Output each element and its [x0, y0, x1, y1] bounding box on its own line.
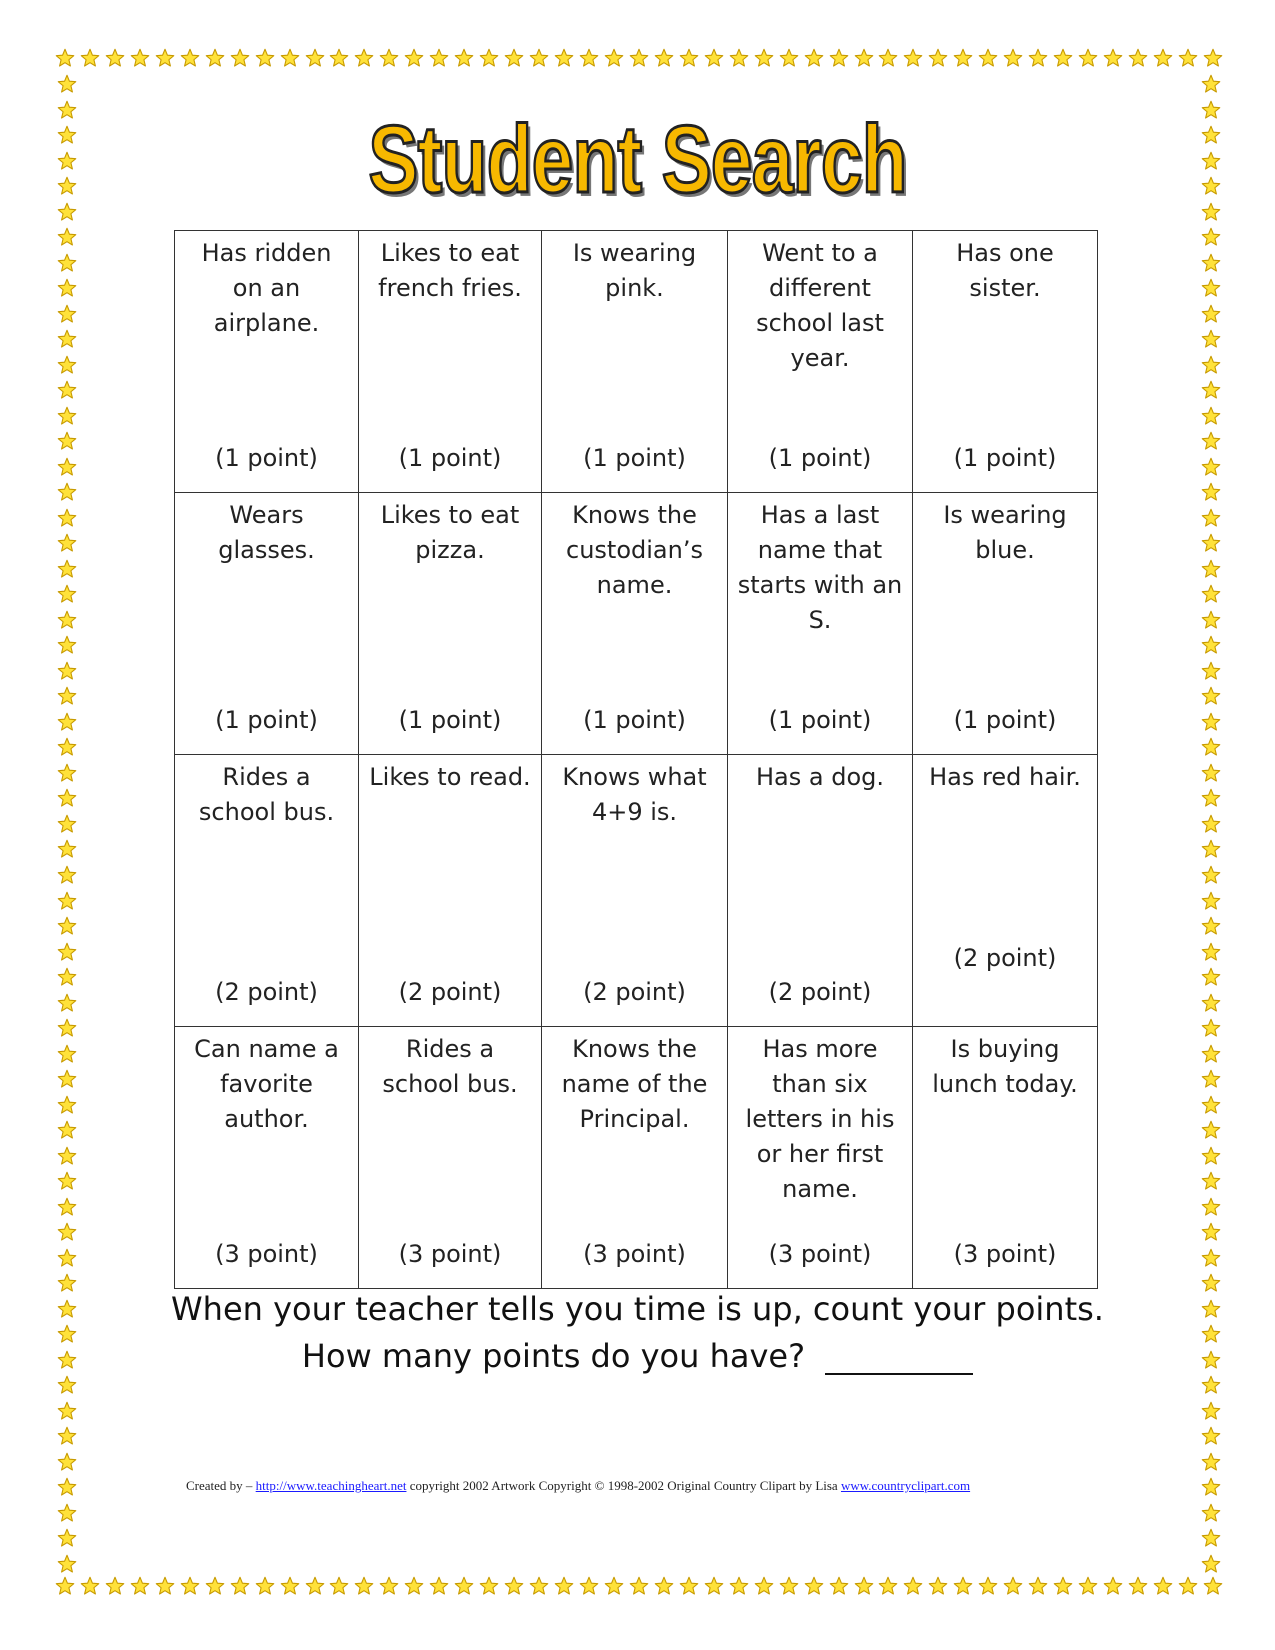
star-icon — [1128, 48, 1148, 74]
page-title: Student Search — [368, 106, 907, 213]
star-icon — [604, 48, 624, 74]
grid-cell[interactable] — [175, 231, 359, 493]
star-icon — [1203, 48, 1223, 74]
star-icon — [1196, 584, 1226, 604]
star-icon — [729, 48, 749, 74]
star-icon — [1196, 763, 1226, 783]
star-icon — [679, 1576, 699, 1602]
star-icon — [255, 1576, 275, 1602]
star-icon — [654, 48, 674, 74]
star-icon — [130, 1576, 150, 1602]
grid-cell[interactable] — [728, 231, 913, 493]
star-icon — [404, 48, 424, 74]
star-icon — [953, 1576, 973, 1602]
grid-row — [175, 493, 1098, 755]
star-icon — [854, 1576, 874, 1602]
cell-points: (3 point) — [583, 1240, 686, 1268]
footer-credit — [186, 1478, 970, 1494]
star-icon — [878, 1576, 898, 1602]
star-icon — [52, 839, 82, 859]
star-icon — [1196, 533, 1226, 553]
star-icon — [52, 304, 82, 324]
star-icon — [280, 48, 300, 74]
cell-points: (1 point) — [953, 706, 1057, 734]
grid-cell[interactable] — [913, 755, 1098, 1027]
star-icon — [604, 1576, 624, 1602]
grid-cell[interactable] — [728, 493, 913, 755]
cell-points: (3 point) — [215, 1240, 318, 1268]
star-border-top — [55, 48, 1223, 74]
star-icon — [1196, 1452, 1226, 1472]
star-icon — [1078, 1576, 1098, 1602]
star-icon — [52, 967, 82, 987]
star-icon — [1196, 74, 1226, 94]
star-icon — [1196, 1375, 1226, 1395]
star-icon — [1196, 176, 1226, 196]
cell-points: (1 point) — [953, 444, 1057, 472]
star-icon — [52, 533, 82, 553]
star-icon — [52, 1146, 82, 1166]
star-icon — [1196, 635, 1226, 655]
footer-prefix: Created by – — [186, 1478, 256, 1493]
star-icon — [1153, 1576, 1173, 1602]
star-icon — [52, 610, 82, 630]
star-icon — [704, 1576, 724, 1602]
star-icon — [130, 48, 150, 74]
star-icon — [52, 1044, 82, 1064]
star-icon — [1196, 508, 1226, 528]
star-icon — [1196, 1197, 1226, 1217]
star-icon — [230, 48, 250, 74]
star-icon — [1196, 1426, 1226, 1446]
star-icon — [1103, 1576, 1123, 1602]
star-icon — [52, 329, 82, 349]
cell-prompt: Is wearing pink. — [572, 239, 697, 302]
cell-points: (1 point) — [768, 444, 872, 472]
star-icon — [1196, 1120, 1226, 1140]
star-icon — [1196, 967, 1226, 987]
star-icon — [1196, 457, 1226, 477]
star-icon — [504, 48, 524, 74]
star-icon — [1196, 942, 1226, 962]
cell-points: (1 point) — [398, 706, 502, 734]
star-icon — [429, 1576, 449, 1602]
star-icon — [1196, 865, 1226, 885]
cell-prompt: Has more than six letters in his or her first name. — [745, 1035, 895, 1203]
cell-points: (1 point) — [583, 706, 686, 734]
star-icon — [779, 1576, 799, 1602]
star-icon — [52, 1426, 82, 1446]
star-icon — [379, 1576, 399, 1602]
star-icon — [52, 737, 82, 757]
cell-prompt: Rides a school bus. — [382, 1035, 518, 1098]
star-icon — [80, 1576, 100, 1602]
star-icon — [1196, 1018, 1226, 1038]
cell-prompt: Went to a different school last year. — [756, 239, 884, 372]
star-icon — [52, 865, 82, 885]
star-icon — [255, 48, 275, 74]
star-icon — [80, 48, 100, 74]
star-icon — [928, 1576, 948, 1602]
star-icon — [180, 1576, 200, 1602]
star-icon — [1196, 814, 1226, 834]
grid-row — [175, 231, 1098, 493]
star-icon — [1028, 1576, 1048, 1602]
star-icon — [379, 48, 399, 74]
star-icon — [354, 48, 374, 74]
star-icon — [305, 48, 325, 74]
star-icon — [754, 48, 774, 74]
star-icon — [52, 227, 82, 247]
star-icon — [52, 202, 82, 222]
star-icon — [52, 635, 82, 655]
star-icon — [52, 916, 82, 936]
star-icon — [52, 1197, 82, 1217]
grid-cell[interactable] — [175, 1027, 359, 1289]
star-icon — [1196, 686, 1226, 706]
star-icon — [779, 48, 799, 74]
star-icon — [479, 1576, 499, 1602]
star-icon — [454, 48, 474, 74]
star-icon — [704, 48, 724, 74]
star-icon — [280, 1576, 300, 1602]
star-icon — [1196, 431, 1226, 451]
cell-prompt: Has red hair. — [929, 763, 1081, 791]
star-icon — [52, 814, 82, 834]
star-icon — [52, 355, 82, 375]
cell-prompt: Is wearing blue. — [943, 501, 1067, 564]
star-icon — [52, 1477, 82, 1497]
star-icon — [1003, 1576, 1023, 1602]
grid-cell[interactable] — [359, 1027, 542, 1289]
star-icon — [52, 584, 82, 604]
grid-cell[interactable] — [359, 755, 542, 1027]
star-icon — [1196, 1044, 1226, 1064]
star-icon — [52, 508, 82, 528]
star-icon — [52, 1171, 82, 1191]
cell-prompt: Has a dog. — [755, 763, 884, 791]
answer-blank[interactable] — [825, 1343, 973, 1375]
star-icon — [52, 176, 82, 196]
star-icon — [479, 48, 499, 74]
cell-points: (3 point) — [953, 1240, 1057, 1268]
star-icon — [1178, 1576, 1198, 1602]
cell-prompt: Has ridden on an airplane. — [201, 239, 332, 337]
star-icon — [52, 712, 82, 732]
grid-cell[interactable] — [175, 755, 359, 1027]
star-icon — [52, 1452, 82, 1472]
star-icon — [155, 48, 175, 74]
star-icon — [155, 1576, 175, 1602]
star-icon — [1196, 304, 1226, 324]
star-icon — [754, 1576, 774, 1602]
star-icon — [55, 48, 75, 74]
star-icon — [105, 48, 125, 74]
star-icon — [52, 993, 82, 1013]
cell-prompt: Likes to eat french fries. — [378, 239, 522, 302]
star-icon — [978, 1576, 998, 1602]
star-icon — [928, 48, 948, 74]
star-icon — [105, 1576, 125, 1602]
cell-points: (1 point) — [768, 706, 872, 734]
grid-cell[interactable] — [913, 231, 1098, 493]
instruction-line-1: When your teacher tells you time is up, count your points. — [171, 1290, 1104, 1328]
star-icon — [1196, 482, 1226, 502]
star-icon — [429, 48, 449, 74]
grid-row — [175, 755, 1098, 1027]
star-icon — [1196, 1069, 1226, 1089]
grid-cell[interactable] — [542, 231, 728, 493]
star-icon — [1196, 100, 1226, 120]
star-icon — [529, 48, 549, 74]
star-icon — [1196, 1503, 1226, 1523]
star-icon — [329, 48, 349, 74]
star-icon — [52, 1248, 82, 1268]
cell-prompt: Knows what 4+9 is. — [562, 763, 707, 826]
cell-points: (1 point) — [398, 444, 502, 472]
star-icon — [1196, 661, 1226, 681]
star-icon — [205, 48, 225, 74]
star-icon — [1196, 406, 1226, 426]
star-icon — [230, 1576, 250, 1602]
star-icon — [878, 48, 898, 74]
star-icon — [1196, 1554, 1226, 1574]
star-icon — [52, 457, 82, 477]
instruction-line-2 — [0, 1337, 1275, 1375]
star-icon — [52, 151, 82, 171]
cell-points: (2 point) — [768, 978, 872, 1006]
star-icon — [903, 48, 923, 74]
star-icon — [52, 74, 82, 94]
cell-prompt: Knows the name of the Principal. — [561, 1035, 708, 1133]
star-icon — [55, 1576, 75, 1602]
star-icon — [1003, 48, 1023, 74]
star-icon — [52, 482, 82, 502]
star-icon — [329, 1576, 349, 1602]
cell-points: (3 point) — [398, 1240, 502, 1268]
star-icon — [52, 253, 82, 273]
star-icon — [579, 48, 599, 74]
star-icon — [1196, 329, 1226, 349]
star-icon — [354, 1576, 374, 1602]
grid-cell[interactable] — [542, 1027, 728, 1289]
star-icon — [1128, 1576, 1148, 1602]
star-icon — [729, 1576, 749, 1602]
grid-cell[interactable] — [913, 493, 1098, 755]
grid-cell[interactable] — [359, 231, 542, 493]
star-icon — [52, 380, 82, 400]
star-icon — [1196, 610, 1226, 630]
cell-prompt: Likes to read. — [369, 763, 531, 791]
points-question: How many points do you have? — [301, 1337, 806, 1375]
star-icon — [1103, 48, 1123, 74]
star-icon — [52, 788, 82, 808]
star-icon — [1196, 737, 1226, 757]
star-icon — [1196, 839, 1226, 859]
star-icon — [978, 48, 998, 74]
star-icon — [1196, 125, 1226, 145]
star-icon — [854, 48, 874, 74]
cell-prompt: Wears glasses. — [218, 501, 315, 564]
star-icon — [1196, 202, 1226, 222]
star-icon — [52, 559, 82, 579]
cell-points: (1 point) — [215, 444, 318, 472]
cell-points: (2 point) — [953, 944, 1057, 972]
star-icon — [52, 763, 82, 783]
star-icon — [1196, 788, 1226, 808]
grid-cell[interactable] — [913, 1027, 1098, 1289]
star-icon — [829, 48, 849, 74]
star-icon — [52, 1503, 82, 1523]
grid-cell[interactable] — [359, 493, 542, 755]
star-icon — [1196, 380, 1226, 400]
star-icon — [804, 1576, 824, 1602]
star-icon — [52, 942, 82, 962]
grid-cell[interactable] — [542, 493, 728, 755]
star-icon — [52, 1222, 82, 1242]
cell-prompt: Likes to eat pizza. — [380, 501, 520, 564]
star-icon — [829, 1576, 849, 1602]
cell-prompt: Knows the custodian’s name. — [566, 501, 703, 599]
cell-points: (3 point) — [768, 1240, 872, 1268]
star-icon — [554, 1576, 574, 1602]
star-icon — [903, 1576, 923, 1602]
grid-row — [175, 1027, 1098, 1289]
star-icon — [1028, 48, 1048, 74]
star-icon — [1196, 151, 1226, 171]
star-icon — [52, 1528, 82, 1548]
cell-points: (2 point) — [583, 978, 686, 1006]
star-icon — [629, 1576, 649, 1602]
star-icon — [454, 1576, 474, 1602]
star-border-bottom — [55, 1576, 1223, 1602]
star-icon — [1196, 712, 1226, 732]
star-icon — [1196, 1528, 1226, 1548]
star-icon — [1153, 48, 1173, 74]
star-icon — [1196, 1477, 1226, 1497]
star-icon — [52, 278, 82, 298]
grid-cell[interactable] — [728, 1027, 913, 1289]
star-icon — [52, 1069, 82, 1089]
cell-prompt: Has a last name that starts with an S. — [737, 501, 903, 634]
star-icon — [205, 1576, 225, 1602]
grid-cell[interactable] — [175, 493, 359, 755]
star-icon — [953, 48, 973, 74]
cell-points: (1 point) — [583, 444, 686, 472]
star-icon — [1196, 916, 1226, 936]
grid-cell[interactable] — [728, 755, 913, 1027]
star-icon — [579, 1576, 599, 1602]
star-icon — [1196, 1222, 1226, 1242]
star-icon — [1203, 1576, 1223, 1602]
star-icon — [1078, 48, 1098, 74]
star-icon — [52, 1120, 82, 1140]
star-icon — [52, 406, 82, 426]
star-icon — [1196, 1248, 1226, 1268]
cell-prompt: Rides a school bus. — [198, 763, 335, 826]
star-icon — [1196, 1146, 1226, 1166]
cell-prompt: Is buying lunch today. — [932, 1035, 1078, 1098]
star-icon — [1196, 1095, 1226, 1115]
star-icon — [1196, 355, 1226, 375]
star-icon — [679, 48, 699, 74]
star-icon — [1053, 48, 1073, 74]
cell-points: (2 point) — [215, 978, 318, 1006]
star-icon — [654, 1576, 674, 1602]
star-icon — [52, 431, 82, 451]
star-icon — [305, 1576, 325, 1602]
star-icon — [629, 48, 649, 74]
star-icon — [1053, 1576, 1073, 1602]
star-icon — [52, 1018, 82, 1038]
star-icon — [554, 48, 574, 74]
star-icon — [404, 1576, 424, 1602]
star-icon — [504, 1576, 524, 1602]
star-icon — [1196, 253, 1226, 273]
cell-prompt: Has one sister. — [956, 239, 1054, 302]
star-icon — [804, 48, 824, 74]
grid-cell[interactable] — [542, 755, 728, 1027]
star-icon — [1196, 993, 1226, 1013]
footer-copyright: copyright 2002 Artwork Copyright © 1998-2002 Original Country Clipart by Lisa — [406, 1478, 841, 1493]
star-icon — [1178, 48, 1198, 74]
star-icon — [52, 661, 82, 681]
cell-prompt: Can name a favorite author. — [194, 1035, 339, 1133]
star-icon — [180, 48, 200, 74]
star-icon — [52, 100, 82, 120]
star-icon — [529, 1576, 549, 1602]
star-icon — [1196, 278, 1226, 298]
star-icon — [1196, 891, 1226, 911]
teachingheart-link[interactable]: http://www.teachingheart.net — [255, 1478, 407, 1493]
student-search-grid — [174, 230, 1098, 1289]
countryclipart-link[interactable]: www.countryclipart.com — [840, 1478, 971, 1493]
star-icon — [52, 1375, 82, 1395]
star-icon — [1196, 1401, 1226, 1421]
star-icon — [52, 891, 82, 911]
star-icon — [52, 1554, 82, 1574]
cell-points: (1 point) — [215, 706, 318, 734]
cell-points: (2 point) — [398, 978, 502, 1006]
star-icon — [1196, 559, 1226, 579]
star-icon — [52, 1401, 82, 1421]
star-icon — [52, 125, 82, 145]
star-icon — [52, 1095, 82, 1115]
star-icon — [1196, 227, 1226, 247]
star-icon — [52, 686, 82, 706]
star-icon — [1196, 1171, 1226, 1191]
